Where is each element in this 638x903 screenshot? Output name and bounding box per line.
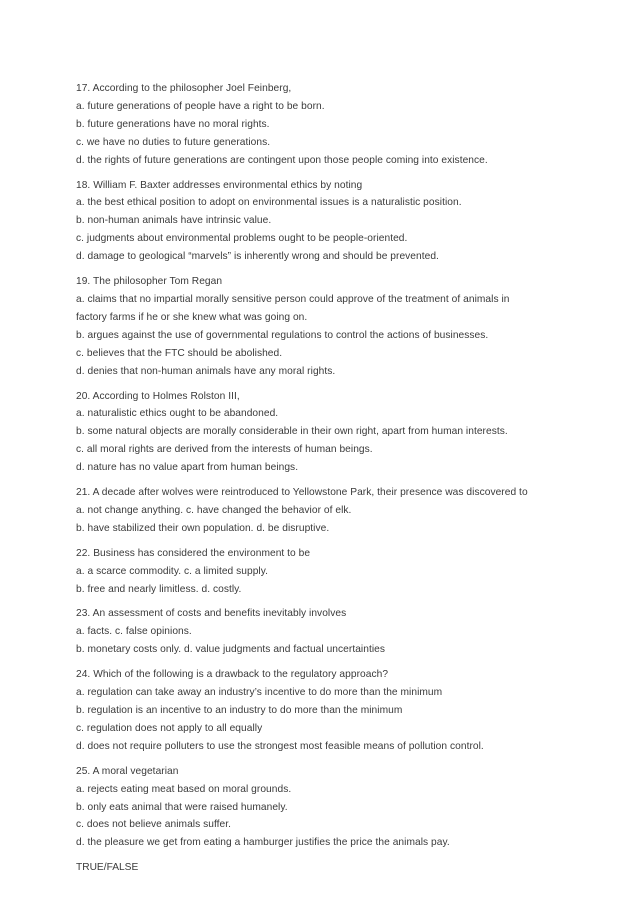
answer-option: d. nature has no value apart from human beings. bbox=[76, 462, 299, 474]
question-stem: 17. According to the philosopher Joel Feinberg, bbox=[76, 83, 292, 94]
question-block bbox=[76, 177, 596, 267]
answer-option: b. free and nearly limitless. d. costly. bbox=[76, 583, 242, 595]
answer-option: d. the rights of future generations are contingent upon those people coming into existence. bbox=[76, 154, 488, 166]
question-stem: 25. A moral vegetarian bbox=[76, 765, 179, 777]
answer-option: a. rejects eating meat based on moral grounds. bbox=[76, 783, 292, 795]
answer-option: b. future generations have no moral rights. bbox=[76, 118, 270, 130]
question-block bbox=[76, 666, 596, 756]
question-block bbox=[76, 80, 596, 170]
question-block bbox=[76, 545, 596, 599]
answer-option: d. damage to geological “marvels” is inherently wrong and should be prevented. bbox=[76, 251, 439, 263]
question-stem: 19. The philosopher Tom Regan bbox=[76, 276, 223, 288]
answer-option: c. all moral rights are derived from the interests of human beings. bbox=[76, 444, 373, 456]
answer-option: a. not change anything. c. have changed the behavior of elk. bbox=[76, 504, 352, 516]
question-stem: 18. William F. Baxter addresses environmental ethics by noting bbox=[76, 179, 363, 191]
answer-option: a. facts. c. false opinions. bbox=[76, 626, 192, 638]
answer-option: c. does not believe animals suffer. bbox=[76, 819, 232, 831]
answer-option: c. believes that the FTC should be abolished. bbox=[76, 347, 283, 359]
question-list bbox=[76, 80, 596, 852]
answer-option: c. we have no duties to future generations. bbox=[76, 136, 271, 148]
question-stem: 23. An assessment of costs and benefits inevitably involves bbox=[76, 608, 347, 620]
answer-option: d. does not require polluters to use the strongest most feasible means of pollution control. bbox=[76, 740, 484, 752]
question-stem: 20. According to Holmes Rolston III, bbox=[76, 390, 240, 402]
question-block bbox=[76, 763, 596, 853]
answer-option: a. a scarce commodity. c. a limited supply. bbox=[76, 565, 269, 577]
section-title: TRUE/FALSE bbox=[76, 862, 139, 874]
answer-option: a. regulation can take away an industry’s incentive to do more than the minimum bbox=[76, 687, 443, 699]
answer-option: b. monetary costs only. d. value judgments and factual uncertainties bbox=[76, 644, 386, 656]
answer-option: b. regulation is an incentive to an industry to do more than the minimum bbox=[76, 705, 403, 716]
question-stem: 22. Business has considered the environment to be bbox=[76, 547, 311, 559]
answer-option: b. only eats animal that were raised humanely. bbox=[76, 801, 288, 813]
question-block bbox=[76, 273, 596, 380]
answer-option: a. the best ethical position to adopt on environmental issues is a naturalistic position. bbox=[76, 197, 462, 209]
answer-option: b. argues against the use of governmental regulations to control the actions of businesses. bbox=[76, 329, 489, 341]
answer-option: factory farms if he or she knew what was going on. bbox=[76, 311, 308, 323]
answer-option: b. non-human animals have intrinsic value. bbox=[76, 215, 272, 227]
answer-option: d. denies that non-human animals have any moral rights. bbox=[76, 365, 336, 377]
answer-option: a. claims that no impartial morally sensitive person could approve of the treatment of animals in bbox=[76, 293, 510, 305]
answer-option: c. regulation does not apply to all equally bbox=[76, 722, 263, 734]
answer-option: a. naturalistic ethics ought to be abandoned. bbox=[76, 408, 279, 420]
answer-option: b. have stabilized their own population. d. be disruptive. bbox=[76, 522, 330, 534]
question-block bbox=[76, 484, 596, 538]
question-block bbox=[76, 605, 596, 659]
answer-option: c. judgments about environmental problems ought to be people-oriented. bbox=[76, 233, 408, 245]
answer-option: b. some natural objects are morally considerable in their own right, apart from human interests. bbox=[76, 426, 508, 438]
answer-option: d. the pleasure we get from eating a hamburger justifies the price the animals pay. bbox=[76, 837, 450, 849]
question-stem: 21. A decade after wolves were reintroduced to Yellowstone Park, their presence was discovered to bbox=[76, 487, 528, 499]
question-stem: 24. Which of the following is a drawback to the regulatory approach? bbox=[76, 669, 389, 681]
document-page bbox=[76, 80, 596, 877]
answer-option: a. future generations of people have a right to be born. bbox=[76, 100, 325, 112]
question-block bbox=[76, 388, 596, 478]
